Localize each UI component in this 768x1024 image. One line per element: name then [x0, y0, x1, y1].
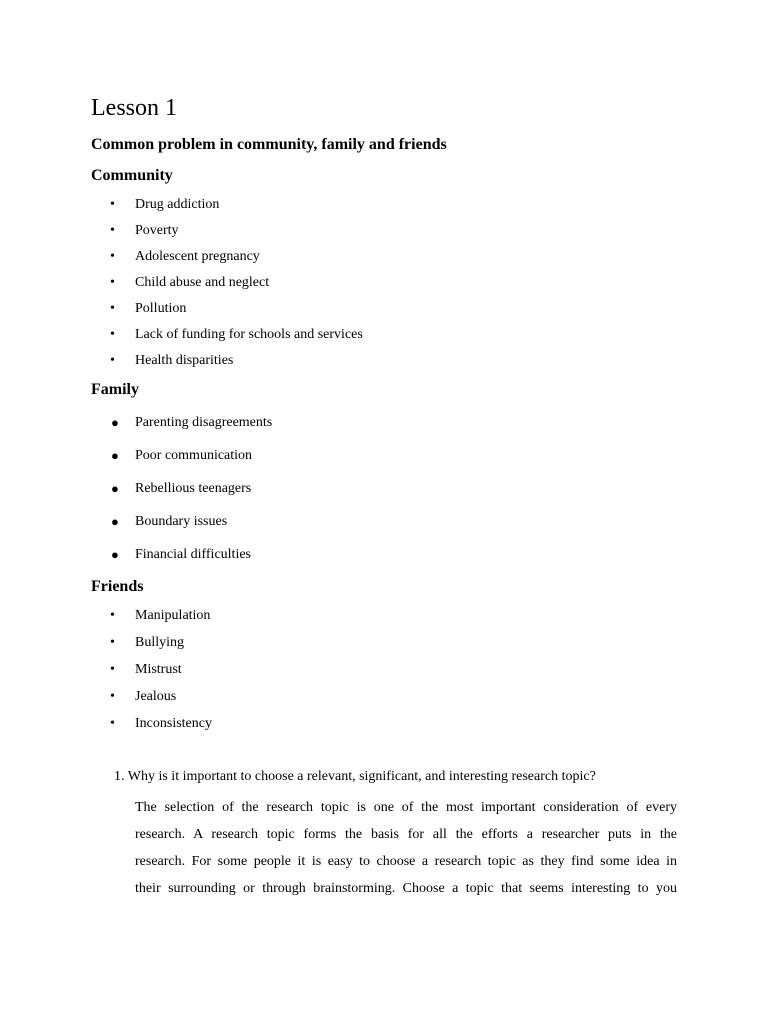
bullet-icon: • — [110, 223, 115, 238]
bullet-icon: ● — [111, 547, 119, 562]
bullet-icon: • — [110, 301, 115, 316]
lesson-subtitle: Common problem in community, family and friends — [91, 136, 447, 153]
answer-paragraph — [135, 794, 677, 902]
bullet-icon: • — [110, 327, 115, 342]
bullet-icon: ● — [111, 415, 119, 430]
list-item: • Drug addiction — [110, 197, 220, 212]
list-item: ● Poor communication — [111, 448, 253, 463]
bullet-icon: • — [110, 635, 115, 650]
community-list — [0, 196, 363, 370]
bullet-icon: • — [110, 197, 115, 212]
answer-line: research. A research topic forms the basis for all the efforts a researcher puts in the — [135, 827, 677, 842]
bullet-icon: ● — [111, 448, 119, 463]
list-item: • Mistrust — [110, 662, 182, 677]
friends-list — [0, 607, 212, 733]
lesson-title: Lesson 1 — [91, 95, 177, 121]
question-number: 1. — [114, 769, 125, 784]
bullet-icon: • — [110, 249, 115, 264]
bullet-icon: • — [110, 608, 115, 623]
list-item: • Child abuse and neglect — [110, 275, 270, 290]
list-item: • Lack of funding for schools and services — [110, 327, 363, 342]
list-item: • Bullying — [110, 635, 185, 650]
bullet-icon: • — [110, 662, 115, 677]
bullet-icon: ● — [111, 514, 119, 529]
bullet-icon: • — [110, 716, 115, 731]
list-item: • Jealous — [110, 689, 177, 704]
section-heading-family: Family — [91, 381, 139, 398]
answer-line: research. For some people it is easy to choose a research topic as they find some idea in — [135, 854, 677, 869]
list-item: • Manipulation — [110, 608, 211, 623]
question-text: Why is it important to choose a relevant, significant, and interesting research topic? — [127, 769, 596, 784]
bullet-icon: • — [110, 275, 115, 290]
bullet-icon: • — [110, 689, 115, 704]
list-item: ● Parenting disagreements — [111, 415, 273, 430]
list-item: ● Rebellious teenagers — [111, 481, 252, 496]
list-item: • Pollution — [110, 301, 187, 316]
question-1 — [114, 768, 596, 786]
list-item: ● Financial difficulties — [111, 547, 251, 562]
list-item: • Poverty — [110, 223, 179, 238]
list-item: ● Boundary issues — [111, 514, 228, 529]
family-list — [0, 414, 272, 564]
section-heading-community: Community — [91, 167, 173, 184]
list-item: • Adolescent pregnancy — [110, 249, 260, 264]
bullet-icon: ● — [111, 481, 119, 496]
list-item: • Health disparities — [110, 353, 234, 368]
answer-line: their surrounding or through brainstorming. Choose a topic that seems interesting to you — [135, 881, 677, 896]
list-item: • Inconsistency — [110, 716, 212, 731]
answer-line: The selection of the research topic is one of the most important consideration of every — [135, 800, 677, 815]
section-heading-friends: Friends — [91, 578, 144, 595]
bullet-icon: • — [110, 353, 115, 368]
